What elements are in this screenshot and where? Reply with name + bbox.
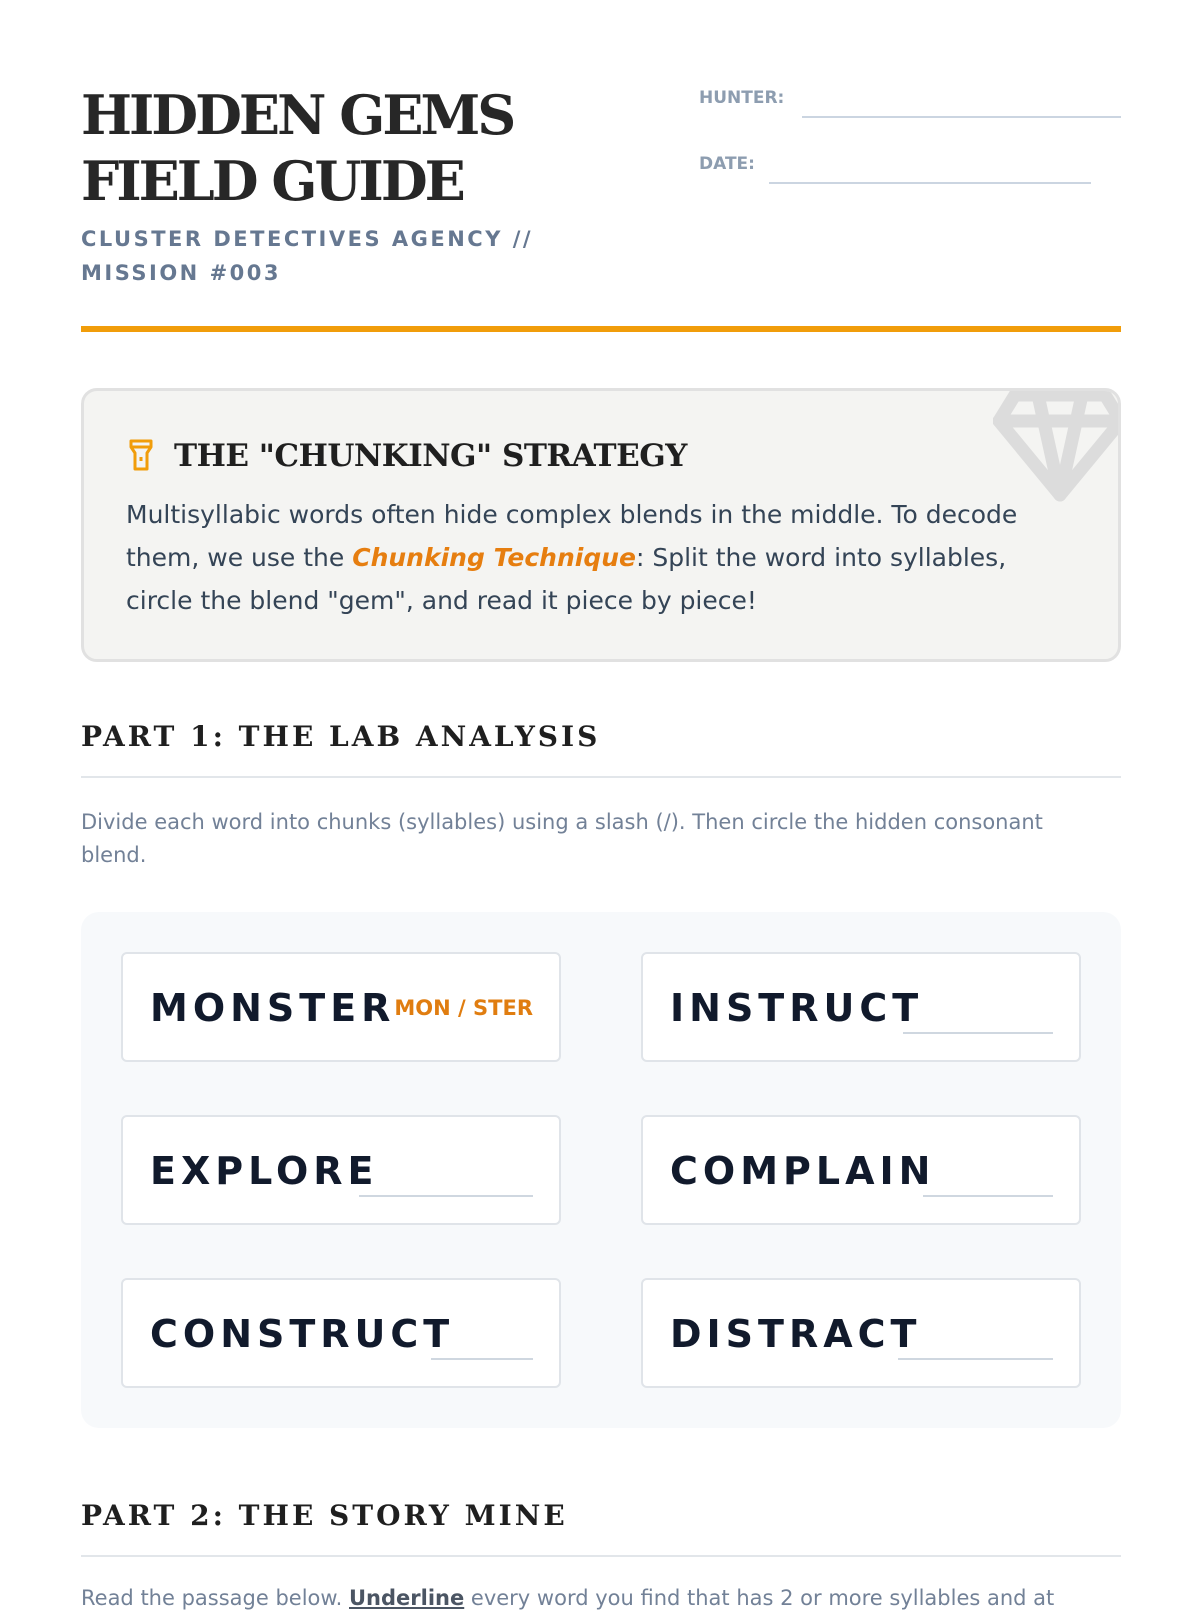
example-answer: MON / STER xyxy=(394,996,533,1020)
answer-line[interactable] xyxy=(359,1195,533,1197)
part2-instructions-bold: Underline xyxy=(349,1586,465,1610)
part2-instructions-text: every word you find that has 2 or more syllables and at xyxy=(464,1586,1055,1610)
part1-instructions: Divide each word into chunks (syllables) using a slash (/). Then circle the hidden consonant blend. xyxy=(81,810,1043,867)
answer-line[interactable] xyxy=(903,1032,1053,1034)
word-text: EXPLORE xyxy=(150,1149,379,1193)
part2-divider xyxy=(81,1555,1121,1557)
answer-line[interactable] xyxy=(898,1358,1053,1360)
strategy-text xyxy=(126,493,1076,622)
page-title: HIDDEN GEMS FIELD GUIDE xyxy=(81,83,514,213)
word-grid xyxy=(81,912,1121,1428)
strategy-text-part: Multisyllabic words often hide complex blends in the middle. To decode them, we use the xyxy=(126,500,1018,572)
word-card xyxy=(641,1278,1081,1388)
gem-icon xyxy=(993,388,1121,508)
hunter-field[interactable] xyxy=(699,82,1121,122)
part1-divider xyxy=(81,776,1121,778)
part2-title: PART 2: THE STORY MINE xyxy=(81,1499,568,1532)
hunter-label: HUNTER: xyxy=(699,88,785,108)
flashlight-icon xyxy=(128,438,154,472)
answer-line[interactable] xyxy=(923,1195,1053,1197)
strategy-highlight: Chunking Technique xyxy=(352,543,636,572)
strategy-text-part: : Split the word into syllables, circle the blend "gem", and read it piece by piece! xyxy=(126,543,1007,615)
worksheet-header xyxy=(81,82,1121,332)
word-text: INSTRUCT xyxy=(670,986,924,1030)
strategy-box xyxy=(81,388,1121,662)
answer-line[interactable] xyxy=(431,1358,533,1360)
word-card xyxy=(641,1115,1081,1225)
date-field[interactable] xyxy=(699,148,1091,188)
word-text: CONSTRUCT xyxy=(150,1312,455,1356)
date-label: DATE: xyxy=(699,154,755,174)
word-card xyxy=(641,952,1081,1062)
hunter-input-line[interactable] xyxy=(802,116,1121,118)
word-card xyxy=(121,1115,561,1225)
header-divider xyxy=(81,326,1121,332)
part2-instructions xyxy=(81,1582,1081,1615)
part2-instructions-text: Read the passage below. xyxy=(81,1586,349,1610)
strategy-title: THE "CHUNKING" STRATEGY xyxy=(174,438,687,474)
word-card xyxy=(121,1278,561,1388)
page-subtitle: CLUSTER DETECTIVES AGENCY // MISSION #003 xyxy=(81,227,534,285)
word-text: COMPLAIN xyxy=(670,1149,936,1193)
date-input-line[interactable] xyxy=(769,182,1091,184)
part1-title: PART 1: THE LAB ANALYSIS xyxy=(81,720,601,753)
word-card xyxy=(121,952,561,1062)
word-text: DISTRACT xyxy=(670,1312,922,1356)
word-text: MONSTER xyxy=(150,986,396,1030)
